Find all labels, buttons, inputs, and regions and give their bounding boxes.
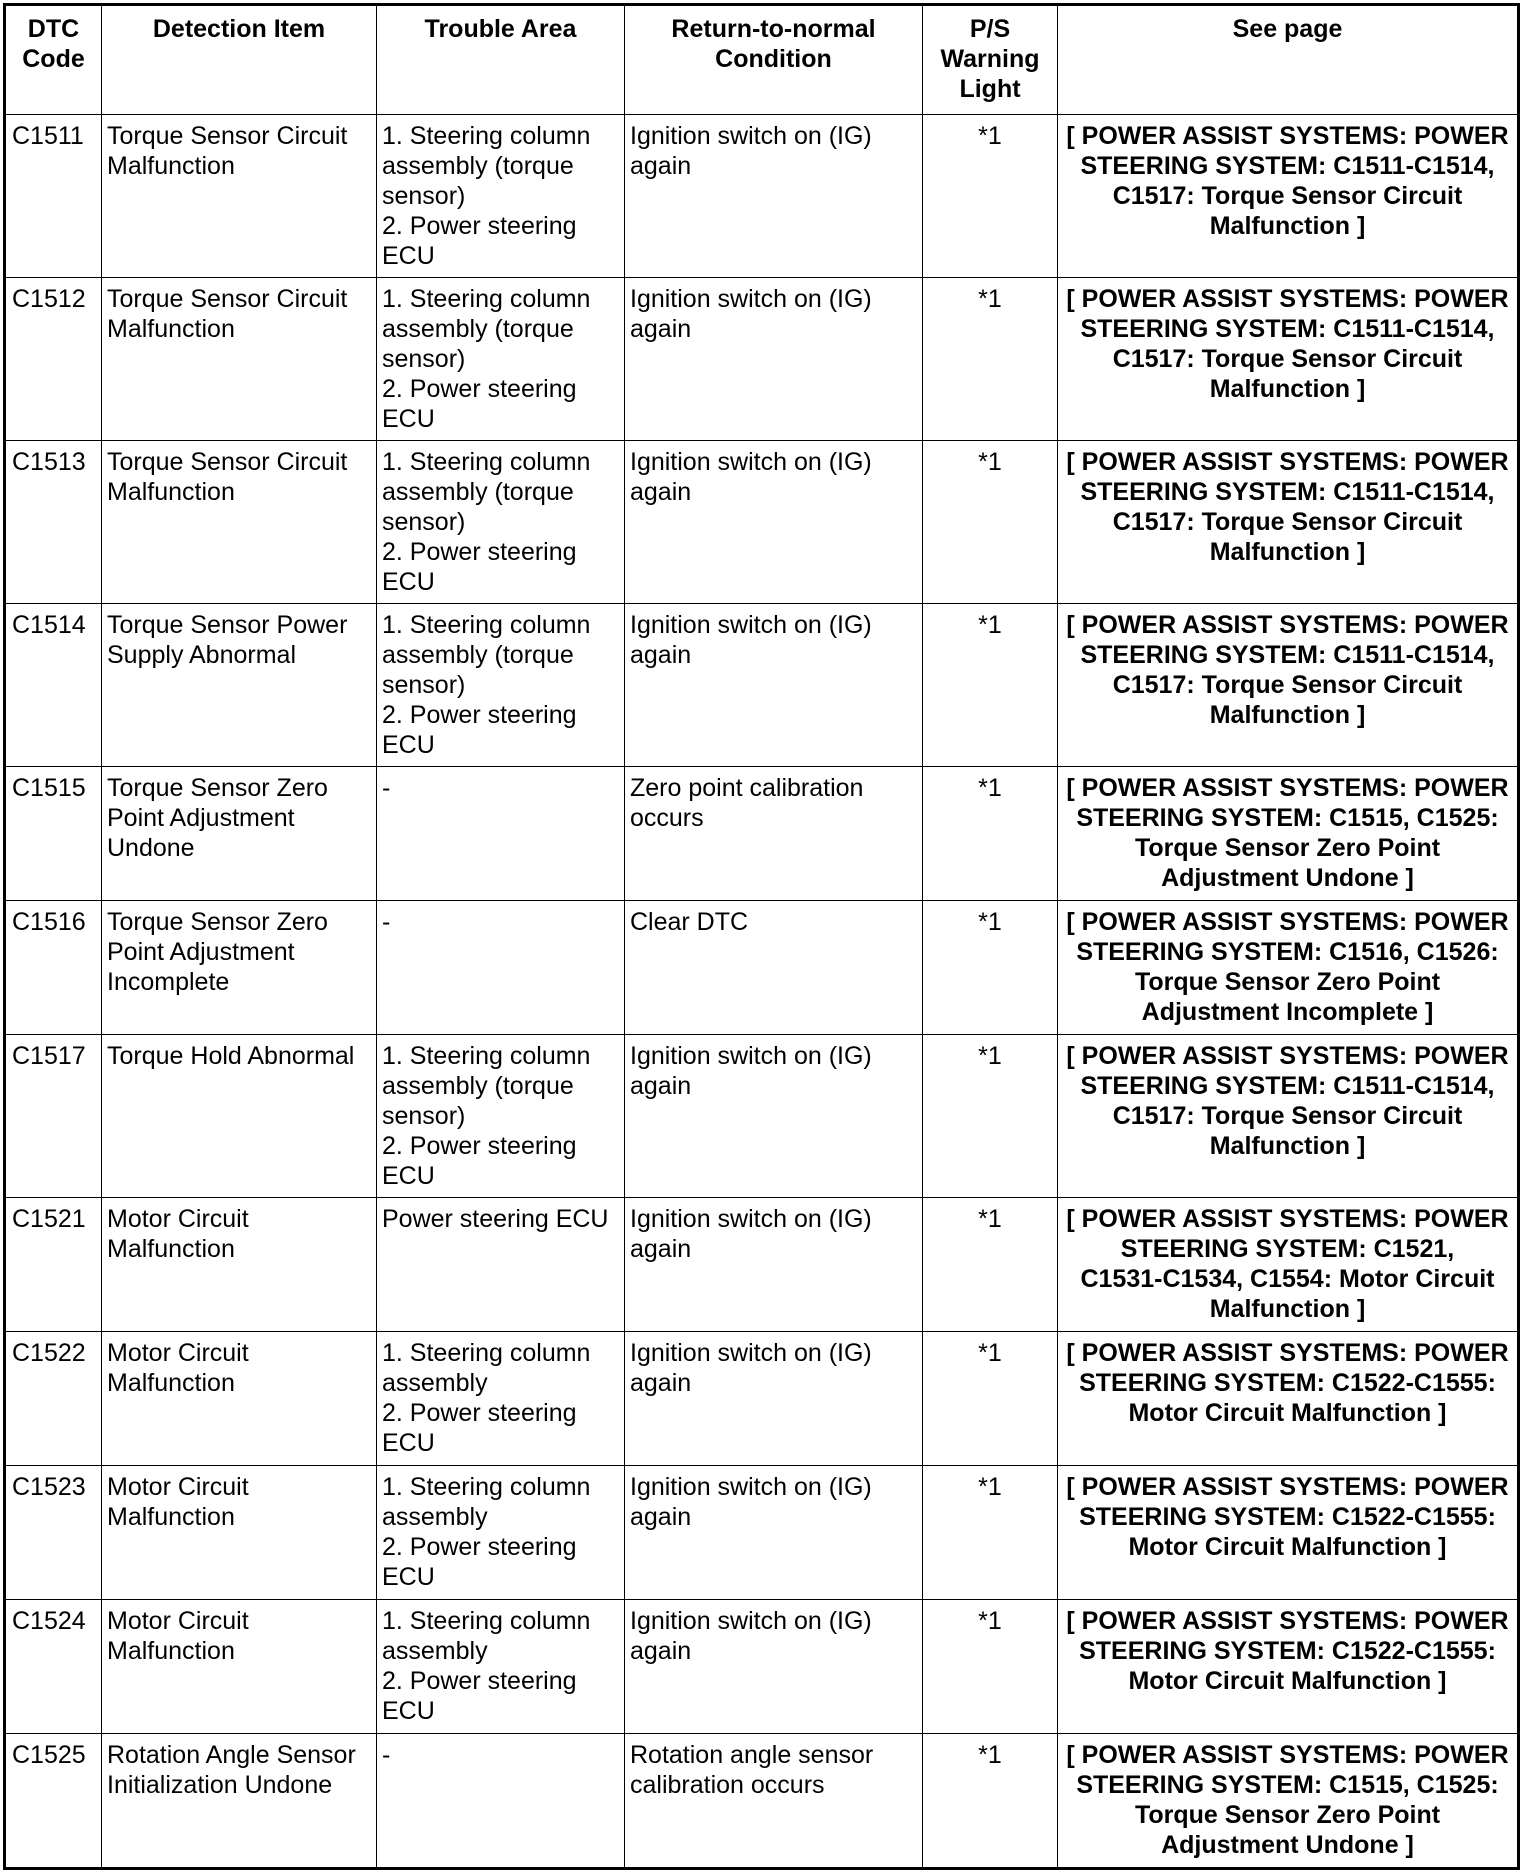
table-row	[5, 1734, 1519, 1869]
trouble-area: 1. Steering column assembly 2. Power steering ECU	[377, 1600, 625, 1734]
trouble-area: -	[377, 767, 625, 901]
trouble-area: 1. Steering column assembly (torque sensor) 2. Power steering ECU	[377, 441, 625, 604]
return-condition: Ignition switch on (IG) again	[625, 1332, 923, 1466]
detection-item: Motor Circuit Malfunction	[102, 1198, 377, 1332]
dtc-code: C1523	[5, 1466, 102, 1600]
dtc-code: C1514	[5, 604, 102, 767]
warning-light: *1	[923, 441, 1058, 604]
detection-item: Torque Sensor Circuit Malfunction	[102, 115, 377, 278]
table-row	[5, 1198, 1519, 1332]
dtc-code: C1515	[5, 767, 102, 901]
see-page-link[interactable]: [ POWER ASSIST SYSTEMS: POWER STEERING SYSTEM: C1511-C1514, C1517: Torque Sensor Circuit Malfunction ]	[1058, 278, 1519, 441]
trouble-area: -	[377, 901, 625, 1035]
return-condition: Ignition switch on (IG) again	[625, 1466, 923, 1600]
see-page-link[interactable]: [ POWER ASSIST SYSTEMS: POWER STEERING SYSTEM: C1511-C1514, C1517: Torque Sensor Circuit Malfunction ]	[1058, 115, 1519, 278]
dtc-code: C1512	[5, 278, 102, 441]
see-page-link[interactable]: [ POWER ASSIST SYSTEMS: POWER STEERING SYSTEM: C1522-C1555: Motor Circuit Malfunction ]	[1058, 1332, 1519, 1466]
table-header	[5, 5, 1519, 115]
dtc-code: C1521	[5, 1198, 102, 1332]
return-condition: Ignition switch on (IG) again	[625, 1600, 923, 1734]
table-row	[5, 278, 1519, 441]
warning-light: *1	[923, 767, 1058, 901]
return-condition: Ignition switch on (IG) again	[625, 441, 923, 604]
table-body	[5, 115, 1519, 1869]
trouble-area: 1. Steering column assembly (torque sensor) 2. Power steering ECU	[377, 278, 625, 441]
warning-light: *1	[923, 1466, 1058, 1600]
dtc-code: C1517	[5, 1035, 102, 1198]
table-row	[5, 1035, 1519, 1198]
detection-item: Torque Sensor Power Supply Abnormal	[102, 604, 377, 767]
return-condition: Rotation angle sensor calibration occurs	[625, 1734, 923, 1869]
return-condition: Clear DTC	[625, 901, 923, 1035]
detection-item: Torque Sensor Circuit Malfunction	[102, 278, 377, 441]
header-detection-item: Detection Item	[102, 5, 377, 115]
detection-item: Torque Sensor Zero Point Adjustment Undone	[102, 767, 377, 901]
trouble-area: 1. Steering column assembly (torque sensor) 2. Power steering ECU	[377, 604, 625, 767]
detection-item: Motor Circuit Malfunction	[102, 1466, 377, 1600]
detection-item: Motor Circuit Malfunction	[102, 1600, 377, 1734]
see-page-link[interactable]: [ POWER ASSIST SYSTEMS: POWER STEERING SYSTEM: C1511-C1514, C1517: Torque Sensor Circuit Malfunction ]	[1058, 604, 1519, 767]
warning-light: *1	[923, 115, 1058, 278]
header-warning-light: P/S Warning Light	[923, 5, 1058, 115]
see-page-link[interactable]: [ POWER ASSIST SYSTEMS: POWER STEERING SYSTEM: C1516, C1526: Torque Sensor Zero Point Adjustment Incomplete ]	[1058, 901, 1519, 1035]
dtc-code: C1525	[5, 1734, 102, 1869]
detection-item: Torque Sensor Zero Point Adjustment Incomplete	[102, 901, 377, 1035]
warning-light: *1	[923, 1734, 1058, 1869]
see-page-link[interactable]: [ POWER ASSIST SYSTEMS: POWER STEERING SYSTEM: C1511-C1514, C1517: Torque Sensor Circuit Malfunction ]	[1058, 1035, 1519, 1198]
see-page-link[interactable]: [ POWER ASSIST SYSTEMS: POWER STEERING SYSTEM: C1515, C1525: Torque Sensor Zero Point Adjustment Undone ]	[1058, 767, 1519, 901]
warning-light: *1	[923, 278, 1058, 441]
detection-item: Torque Sensor Circuit Malfunction	[102, 441, 377, 604]
see-page-link[interactable]: [ POWER ASSIST SYSTEMS: POWER STEERING SYSTEM: C1522-C1555: Motor Circuit Malfunction ]	[1058, 1466, 1519, 1600]
trouble-area: 1. Steering column assembly (torque sensor) 2. Power steering ECU	[377, 115, 625, 278]
detection-item: Rotation Angle Sensor Initialization Undone	[102, 1734, 377, 1869]
warning-light: *1	[923, 604, 1058, 767]
table-row	[5, 441, 1519, 604]
see-page-link[interactable]: [ POWER ASSIST SYSTEMS: POWER STEERING SYSTEM: C1511-C1514, C1517: Torque Sensor Circuit Malfunction ]	[1058, 441, 1519, 604]
dtc-code: C1513	[5, 441, 102, 604]
return-condition: Ignition switch on (IG) again	[625, 115, 923, 278]
warning-light: *1	[923, 1332, 1058, 1466]
header-see-page: See page	[1058, 5, 1519, 115]
header-row	[5, 5, 1519, 115]
table-row	[5, 115, 1519, 278]
warning-light: *1	[923, 1035, 1058, 1198]
return-condition: Ignition switch on (IG) again	[625, 1198, 923, 1332]
dtc-code: C1516	[5, 901, 102, 1035]
table-row	[5, 767, 1519, 901]
warning-light: *1	[923, 1600, 1058, 1734]
detection-item: Torque Hold Abnormal	[102, 1035, 377, 1198]
table-row	[5, 901, 1519, 1035]
trouble-area: -	[377, 1734, 625, 1869]
return-condition: Zero point calibration occurs	[625, 767, 923, 901]
see-page-link[interactable]: [ POWER ASSIST SYSTEMS: POWER STEERING SYSTEM: C1521, C1531-C1534, C1554: Motor Circuit Malfunction ]	[1058, 1198, 1519, 1332]
warning-light: *1	[923, 901, 1058, 1035]
trouble-area: Power steering ECU	[377, 1198, 625, 1332]
header-trouble-area: Trouble Area	[377, 5, 625, 115]
dtc-code: C1522	[5, 1332, 102, 1466]
return-condition: Ignition switch on (IG) again	[625, 604, 923, 767]
dtc-table	[3, 3, 1520, 1870]
trouble-area: 1. Steering column assembly 2. Power steering ECU	[377, 1332, 625, 1466]
trouble-area: 1. Steering column assembly 2. Power steering ECU	[377, 1466, 625, 1600]
warning-light: *1	[923, 1198, 1058, 1332]
dtc-code: C1511	[5, 115, 102, 278]
see-page-link[interactable]: [ POWER ASSIST SYSTEMS: POWER STEERING SYSTEM: C1515, C1525: Torque Sensor Zero Point Adjustment Undone ]	[1058, 1734, 1519, 1869]
table-row	[5, 604, 1519, 767]
table-row	[5, 1332, 1519, 1466]
see-page-link[interactable]: [ POWER ASSIST SYSTEMS: POWER STEERING SYSTEM: C1522-C1555: Motor Circuit Malfunction ]	[1058, 1600, 1519, 1734]
header-return-condition: Return-to-normal Condition	[625, 5, 923, 115]
detection-item: Motor Circuit Malfunction	[102, 1332, 377, 1466]
dtc-code: C1524	[5, 1600, 102, 1734]
table-row	[5, 1600, 1519, 1734]
table-row	[5, 1466, 1519, 1600]
return-condition: Ignition switch on (IG) again	[625, 278, 923, 441]
trouble-area: 1. Steering column assembly (torque sensor) 2. Power steering ECU	[377, 1035, 625, 1198]
return-condition: Ignition switch on (IG) again	[625, 1035, 923, 1198]
header-dtc-code: DTC Code	[5, 5, 102, 115]
